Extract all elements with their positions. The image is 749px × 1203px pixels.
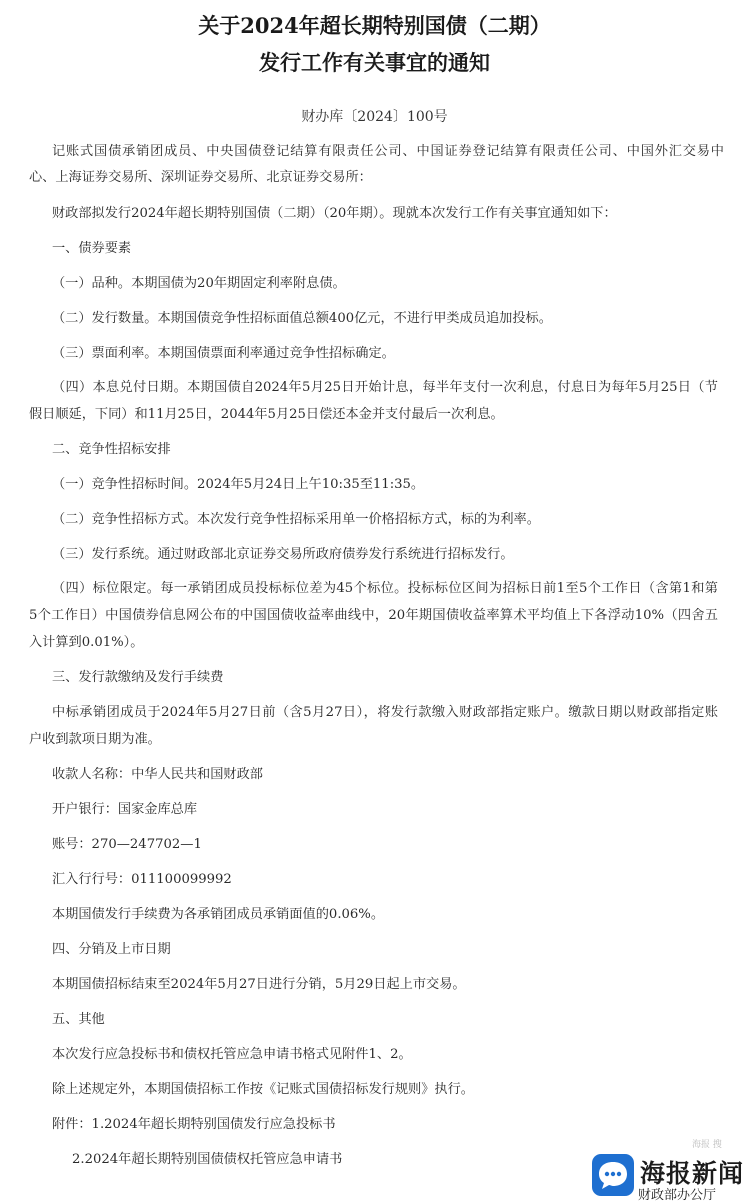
section-1-item-2: （二）发行数量。本期国债竞争性招标面值总额400亿元，不进行甲类成员追加投标。: [52, 311, 552, 326]
section-1-item-1: （一）品种。本期国债为20年期固定利率附息债。: [52, 276, 346, 291]
bank-name: 开户银行：国家金库总库: [52, 802, 198, 817]
section-3-heading: 三、发行款缴纳及发行手续费: [52, 670, 224, 685]
document-title-line-1: 关于2024年超长期特别国债（二期）: [198, 13, 551, 38]
section-2-item-2: （二）竞争性招标方式。本次发行竞争性招标采用单一价格招标方式，标的为利率。: [52, 512, 540, 527]
section-4-heading: 四、分销及上市日期: [52, 942, 171, 957]
section-1-item-4-line-2: 假日顺延，下同）和11月25日，2044年5月25日偿还本金并支付最后一次利息。: [29, 407, 504, 422]
section-3-paragraph-line-2: 户收到款项日期为准。: [29, 732, 161, 747]
section-2-item-3: （三）发行系统。通过财政部北京证券交易所政府债券发行系统进行招标发行。: [52, 547, 514, 562]
document-title-line-2: 发行工作有关事宜的通知: [259, 50, 490, 75]
section-2-item-1: （一）竞争性招标时间。2024年5月24日上午10:35至11:35。: [52, 477, 425, 492]
section-2-item-4-line-2: 5个工作日）中国债券信息网公布的中国国债收益率曲线中，20年期国债收益率算术平均值上下各浮动10%（四舍五: [29, 608, 718, 623]
watermark-text: 海报 搜: [692, 1140, 722, 1150]
section-1-item-4-line-1: （四）本息兑付日期。本期国债自2024年5月25日开始计息，每半年支付一次利息，付息日为每年5月25日（节: [52, 380, 718, 395]
intro-paragraph: 财政部拟发行2024年超长期特别国债（二期）（20年期）。现就本次发行工作有关事宜通知如下：: [52, 206, 617, 221]
section-1-item-3: （三）票面利率。本期国债票面利率通过竞争性招标确定。: [52, 346, 395, 361]
payee-name: 收款人名称：中华人民共和国财政部: [52, 767, 263, 782]
haibao-news-logo: [592, 1154, 745, 1203]
addressee-line-2: 心、上海证券交易所、深圳证券交易所、北京证券交易所：: [29, 170, 372, 185]
section-2-heading: 二、竞争性招标安排: [52, 442, 171, 457]
attachment-2: 2.2024年超长期特别国债债权托管应急申请书: [72, 1152, 343, 1167]
section-3-paragraph-line-1: 中标承销团成员于2024年5月27日前（含5月27日），将发行款缴入财政部指定账户。缴款日期以财政部指定账: [52, 705, 718, 720]
chat-bubble-icon: [592, 1154, 634, 1196]
section-5-paragraph-1: 本次发行应急投标书和债权托管应急申请书格式见附件1、2。: [52, 1047, 412, 1062]
section-2-item-4-line-1: （四）标位限定。每一承销团成员投标标位差为45个标位。投标标位区间为招标日前1至5个工作日（含第1和第: [52, 581, 718, 596]
attachment-1: 附件：1.2024年超长期特别国债发行应急投标书: [52, 1117, 336, 1132]
logo-title: 海报新闻: [640, 1159, 745, 1188]
section-2-item-4-line-3: 入计算到0.01%）。: [29, 635, 144, 650]
section-4-paragraph: 本期国债招标结束至2024年5月27日进行分销，5月29日起上市交易。: [52, 977, 466, 992]
account-number: 账号：270—247702—1: [52, 837, 202, 852]
document-number: 财办库〔2024〕100号: [301, 109, 448, 125]
section-5-heading: 五、其他: [52, 1012, 105, 1027]
routing-number: 汇入行行号：011100099992: [52, 872, 232, 887]
section-5-paragraph-2: 除上述规定外，本期国债招标工作按《记账式国债招标发行规则》执行。: [52, 1082, 474, 1097]
addressee-line-1: 记账式国债承销团成员、中央国债登记结算有限责任公司、中国证券登记结算有限责任公司、中国外汇交易中: [52, 144, 724, 159]
section-1-heading: 一、债券要素: [52, 241, 132, 256]
logo-subtitle: 财政部办公厅: [638, 1188, 717, 1203]
issuance-fee: 本期国债发行手续费为各承销团成员承销面值的0.06%。: [52, 907, 385, 922]
